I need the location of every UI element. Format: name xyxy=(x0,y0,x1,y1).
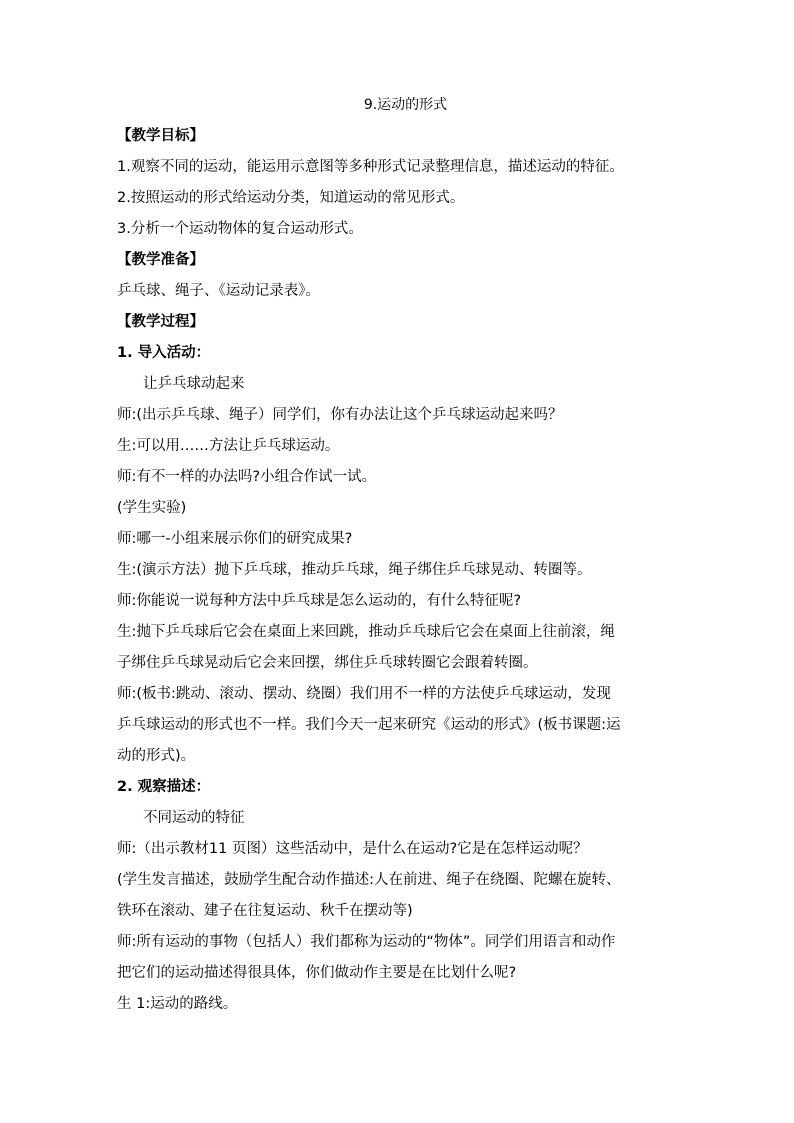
dialogue-line: 乒乓球运动的形式也不一样。我们今天一起来研究《运动的形式》(板书课题:运 xyxy=(117,717,621,733)
dialogue-line: (学生实验) xyxy=(117,500,187,516)
dialogue-line: 生:可以用……方法让乒乓球运动。 xyxy=(117,438,340,454)
dialogue-line: 动的形式)。 xyxy=(117,748,196,764)
step-1-subtitle: 让乒乓球动起来 xyxy=(143,376,245,392)
preparation-materials: 乒乓球、绳子、《运动记录表》。 xyxy=(117,283,320,299)
step-1-heading: 1. 导入活动： xyxy=(117,345,211,361)
dialogue-line: 师:(出示乒乓球、绳子）同学们，你有办法让这个乒乓球运动起来吗？ xyxy=(117,407,563,423)
dialogue-line: 师:(板书:跳动、滚动、摆动、绕圈）我们用不一样的方法使乒乓球运动，发现 xyxy=(117,686,611,702)
dialogue-line: 铁环在滚动、建子在往复运动、秋千在摆动等) xyxy=(117,903,413,919)
objective-3: 3.分析一个运动物体的复合运动形式。 xyxy=(117,221,363,237)
dialogue-line: 师:所有运动的事物（包括人）我们都称为运动的“物体”。同学们用语言和动作 xyxy=(117,934,616,950)
section-heading-preparation: 【教学准备】 xyxy=(117,252,204,268)
step-2-heading: 2. 观察描述： xyxy=(117,779,211,795)
dialogue-line: 生:(演示方法）抛下乒乓球，推动乒乓球，绳子绑住乒乓球晃动、转圈等。 xyxy=(117,562,592,578)
section-heading-process: 【教学过程】 xyxy=(117,314,204,330)
dialogue-line: 师:（出示教材11 页图）这些活动中，是什么在运动?它是在怎样运动呢？ xyxy=(117,841,588,857)
dialogue-line: 师:哪一-小组来展示你们的研究成果? xyxy=(117,531,353,547)
section-heading-objectives: 【教学目标】 xyxy=(117,128,204,144)
objective-2: 2.按照运动的形式给运动分类，知道运动的常见形式。 xyxy=(117,190,465,206)
dialogue-line: 师:有不一样的办法吗?小组合作试一试。 xyxy=(117,469,377,485)
dialogue-line: 把它们的运动描述得很具体，你们做动作主要是在比划什么呢? xyxy=(117,965,517,981)
dialogue-line: 生:抛下乒乓球后它会在桌面上来回跳，推动乒乓球后它会在桌面上往前滚，绳 xyxy=(117,624,615,640)
document-title: 9.运动的形式 xyxy=(363,97,448,113)
dialogue-line: 子绑住乒乓球晃动后它会来回摆，绑住乒乓球转圈它会跟着转圈。 xyxy=(117,655,538,671)
dialogue-line: 生 1:运动的路线。 xyxy=(117,996,238,1012)
dialogue-line: (学生发言描述，鼓励学生配合动作描述:人在前进、绳子在绕圈、陀螺在旋转、 xyxy=(117,872,621,888)
step-2-subtitle: 不同运动的特征 xyxy=(143,810,245,826)
dialogue-line: 师:你能说一说每种方法中乒乓球是怎么运动的，有什么特征呢? xyxy=(117,593,522,609)
objective-1: 1.观察不同的运动，能运用示意图等多种形式记录整理信息，描述运动的特征。 xyxy=(117,159,624,175)
